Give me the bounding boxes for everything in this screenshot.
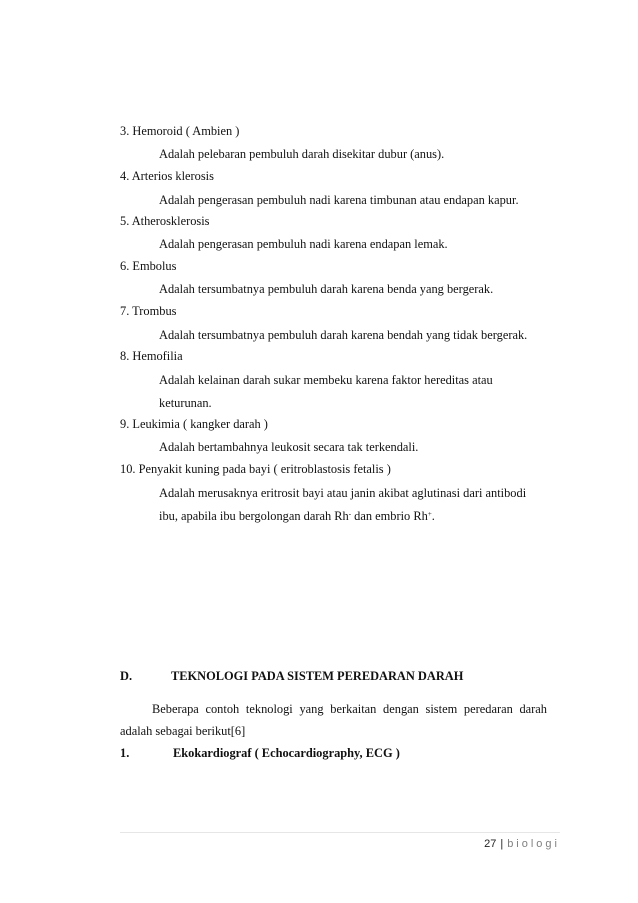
rh-text-after: . <box>431 509 435 523</box>
section-intro-text: Beberapa contoh teknologi yang berkaitan dengan sistem peredaran darah adalah sebagai berikut[6] <box>120 702 547 738</box>
list-item-title: 9. Leukimia ( kangker darah ) <box>120 417 268 431</box>
list-item-title: 5. Atherosklerosis <box>120 214 210 228</box>
list-item-description: Adalah merusaknya eritrosit bayi atau janin akibat aglutinasi dari antibodi <box>159 486 527 500</box>
subsection-title: Ekokardiograf ( Echocardiography, ECG ) <box>173 746 400 760</box>
footer-separator: | <box>500 838 504 850</box>
rh-positive-sign: + <box>427 510 432 518</box>
list-item-title: 8. Hemofilia <box>120 349 183 363</box>
footer-divider <box>120 832 560 833</box>
section-number: D. <box>120 669 133 683</box>
list-item-description: Adalah bertambahnya leukosit secara tak terkendali. <box>159 440 419 454</box>
list-item-title: 4. Arterios klerosis <box>120 169 214 183</box>
page-number: 27 <box>484 838 497 850</box>
page-footer <box>484 838 560 850</box>
footer-subject: biologi <box>507 838 560 850</box>
list-item-description: Adalah pengerasan pembuluh nadi karena endapan lemak. <box>159 237 448 251</box>
section-intro-paragraph <box>120 698 547 742</box>
list-item-description: Adalah pengerasan pembuluh nadi karena timbunan atau endapan kapur. <box>159 193 519 207</box>
section-heading <box>120 668 464 684</box>
list-item-description: Adalah tersumbatnya pembuluh darah karena bendah yang tidak bergerak. <box>159 328 528 342</box>
list-item-title: 3. Hemoroid ( Ambien ) <box>120 124 240 138</box>
subsection-heading <box>120 745 400 761</box>
subsection-number: 1. <box>120 746 130 760</box>
rh-negative-sign: - <box>348 510 352 518</box>
rh-text-middle: dan embrio Rh <box>351 509 428 523</box>
list-item-description: Adalah tersumbatnya pembuluh darah karena benda yang bergerak. <box>159 282 494 296</box>
list-item-description: Adalah kelainan darah sukar membeku karena faktor hereditas atau <box>159 373 493 387</box>
list-item-description-continuation: keturunan. <box>159 396 212 410</box>
list-item-description-continuation <box>159 508 435 524</box>
list-item-title: 10. Penyakit kuning pada bayi ( eritroblastosis fetalis ) <box>120 462 391 476</box>
list-item-title: 7. Trombus <box>120 304 177 318</box>
list-item-description: Adalah pelebaran pembuluh darah disekitar dubur (anus). <box>159 147 445 161</box>
section-title: TEKNOLOGI PADA SISTEM PEREDARAN DARAH <box>171 669 464 683</box>
list-item-title: 6. Embolus <box>120 259 177 273</box>
rh-text-before: ibu, apabila ibu bergolongan darah Rh <box>159 509 349 523</box>
